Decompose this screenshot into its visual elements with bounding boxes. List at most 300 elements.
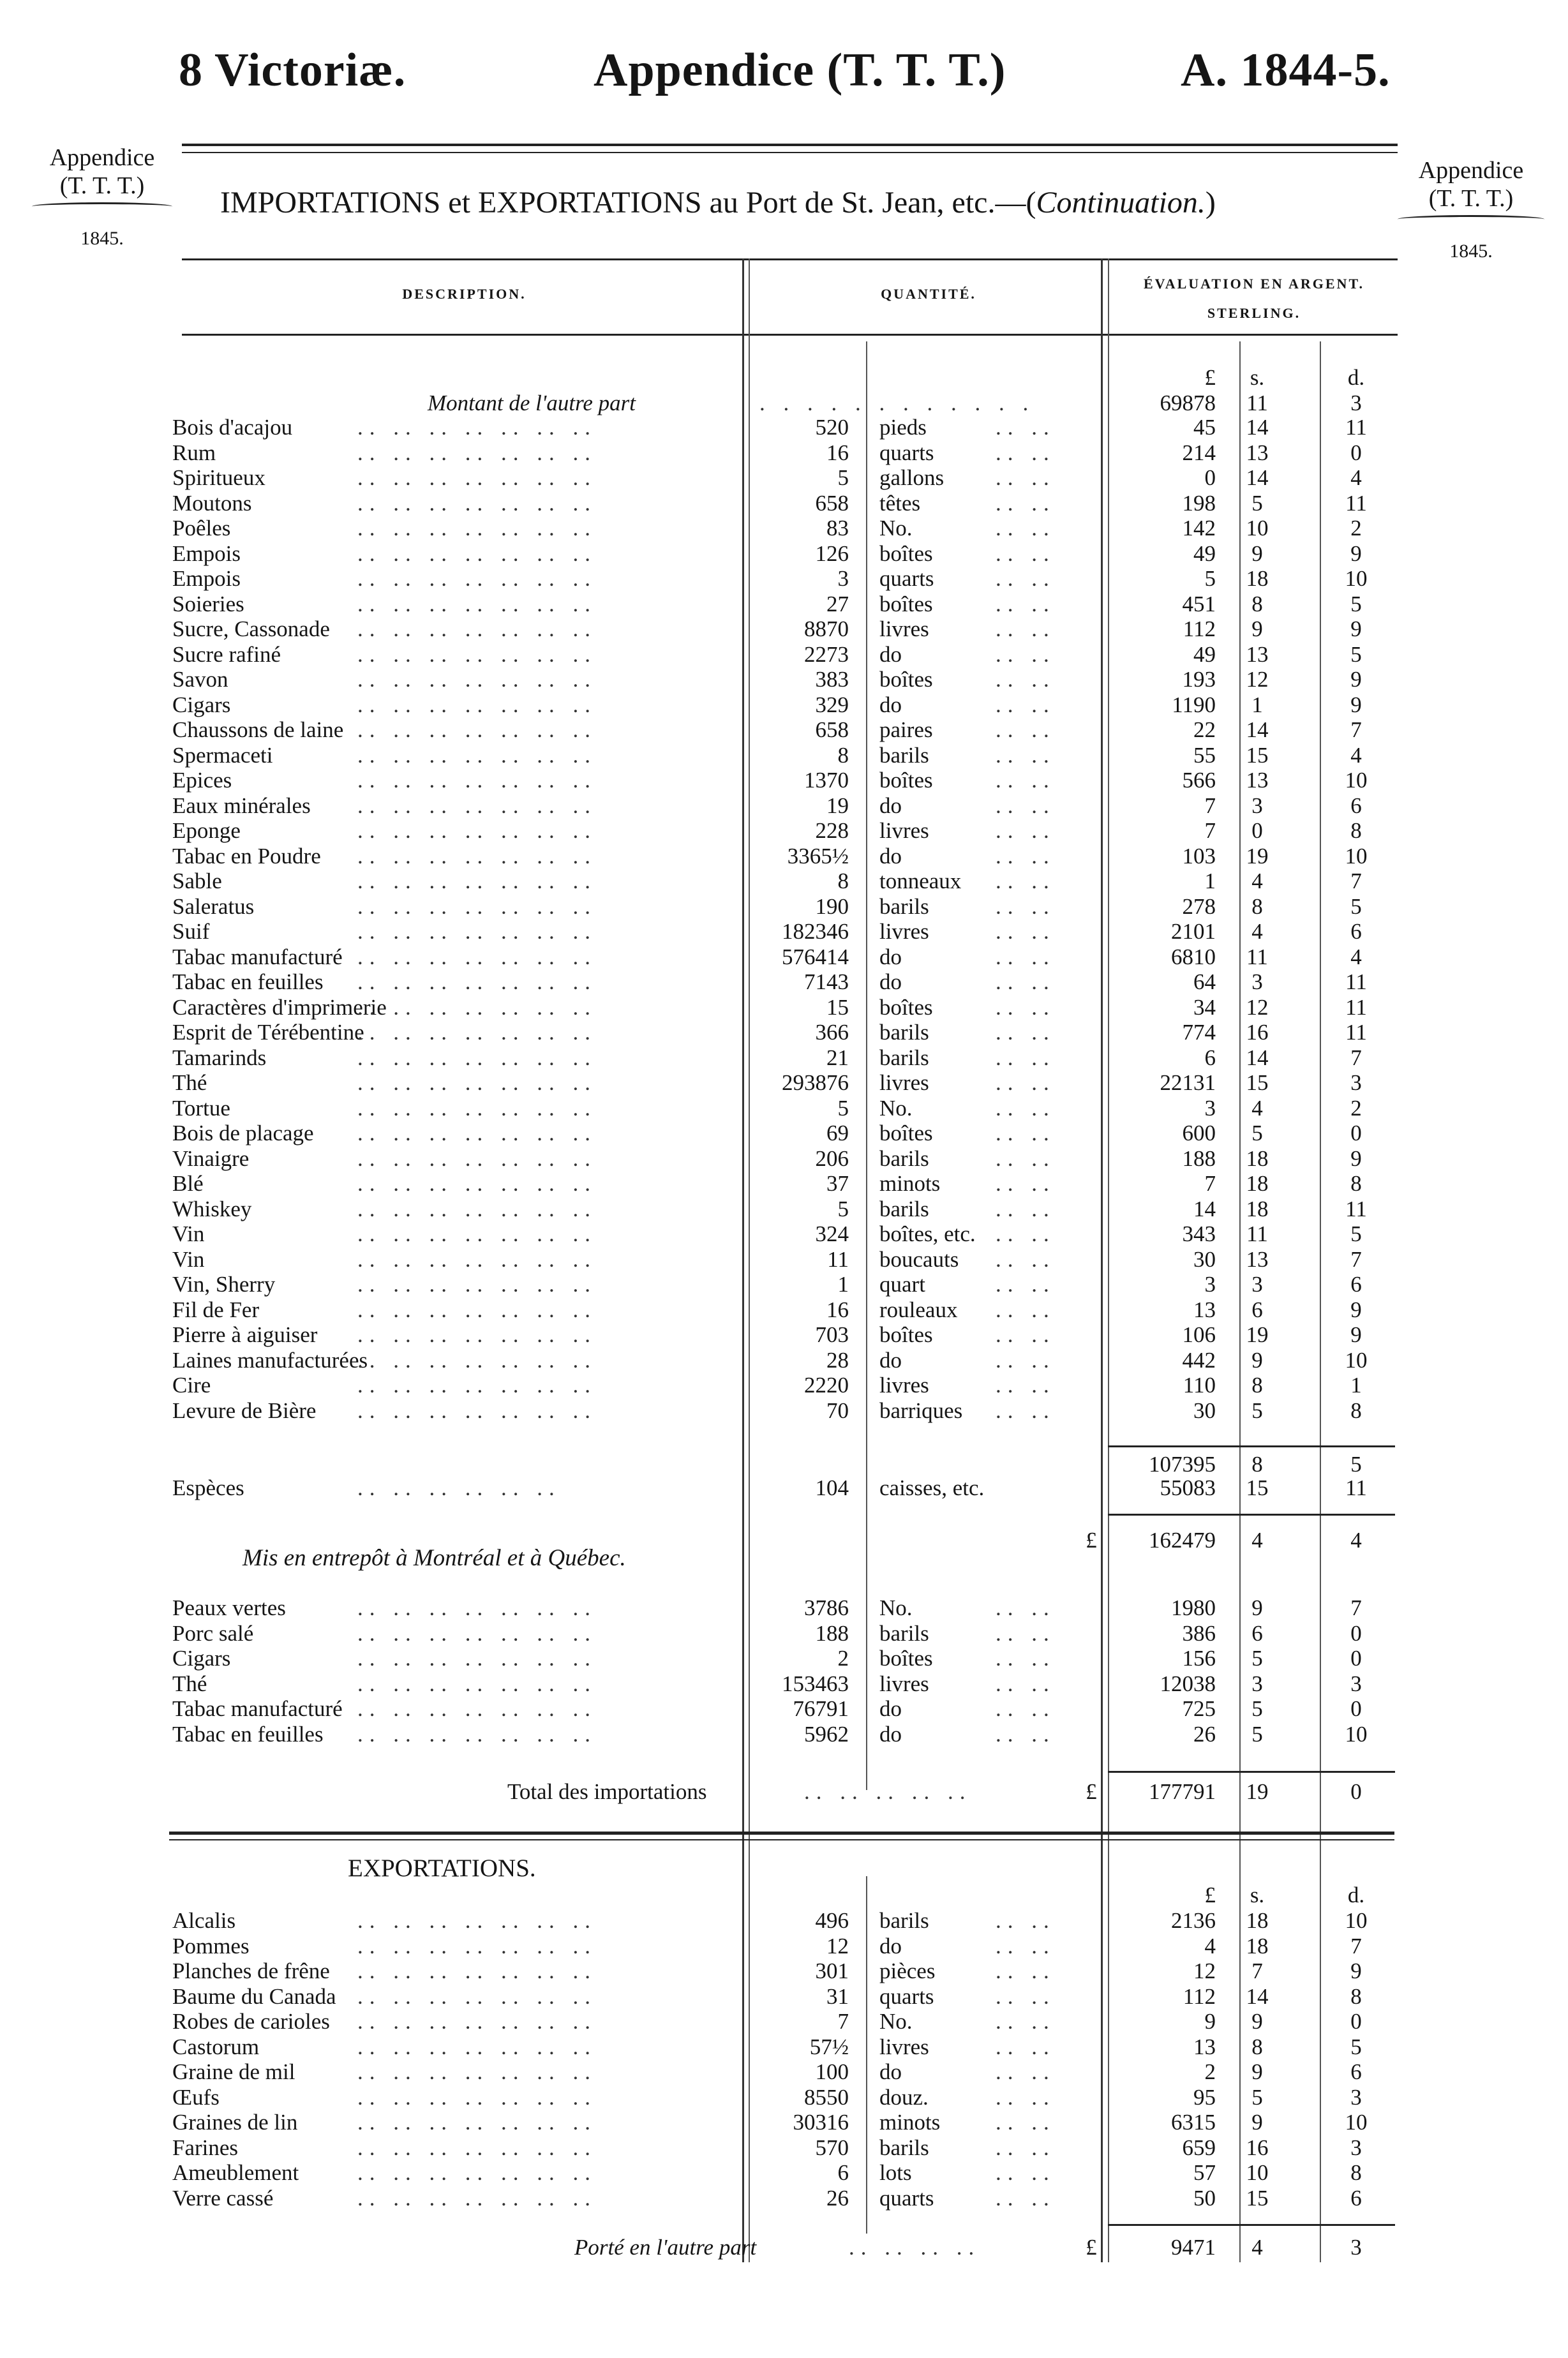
leader-dots: .. .. bbox=[996, 2034, 1056, 2059]
amount-shillings: 1 bbox=[1251, 692, 1263, 717]
amount-pounds: 214 bbox=[1182, 440, 1216, 465]
item-quantity: 8870 bbox=[804, 616, 849, 641]
amount-pounds: 50 bbox=[1193, 2185, 1216, 2211]
leader-dots: .. .. bbox=[996, 793, 1056, 818]
table-row bbox=[0, 1696, 1568, 1722]
item-name: Eponge bbox=[172, 818, 241, 843]
leader-dots: .. .. bbox=[996, 1347, 1056, 1373]
item-unit: boîtes bbox=[879, 591, 933, 616]
margin-year: 1845. bbox=[80, 228, 124, 249]
table-row bbox=[0, 1398, 1568, 1424]
amount-shillings: 9 bbox=[1251, 2110, 1263, 2135]
item-unit: minots bbox=[879, 1171, 941, 1196]
amount-shillings: 13 bbox=[1246, 440, 1269, 465]
leader-dots: .. .. bbox=[996, 994, 1056, 1020]
shilling-header: s. bbox=[1250, 365, 1265, 390]
amount-pounds: 0 bbox=[1204, 465, 1216, 490]
currency-header bbox=[0, 1883, 1568, 1908]
amount-pence: 6 bbox=[1350, 2185, 1362, 2211]
item-quantity: 206 bbox=[815, 1145, 849, 1171]
amount-shillings: 15 bbox=[1246, 1475, 1269, 1500]
amount-pence: 10 bbox=[1345, 566, 1368, 591]
item-quantity: 5 bbox=[837, 465, 849, 490]
amount-shillings: 16 bbox=[1246, 2135, 1269, 2160]
item-unit: livres bbox=[879, 919, 929, 944]
leader-dots: .. .. bbox=[996, 717, 1056, 742]
item-unit: boîtes, etc. bbox=[879, 1221, 976, 1246]
item-unit: do bbox=[879, 1696, 902, 1721]
item-name: Spermaceti bbox=[172, 742, 273, 768]
item-unit: boîtes bbox=[879, 541, 933, 566]
amount-shillings: 18 bbox=[1246, 1145, 1269, 1171]
amount-pence: 11 bbox=[1345, 969, 1367, 994]
item-unit: barriques bbox=[879, 1398, 963, 1423]
amount-pence: 6 bbox=[1350, 1272, 1362, 1297]
amount-pounds: 55083 bbox=[1160, 1475, 1216, 1500]
amount-shillings: 5 bbox=[1251, 1121, 1263, 1145]
item-unit: do bbox=[879, 641, 902, 667]
leader-dots: .. .. bbox=[996, 490, 1056, 516]
leader-dots: .. .. .. .. .. .. .. bbox=[357, 2185, 597, 2211]
table-row bbox=[0, 1197, 1568, 1222]
item-name: Thé bbox=[172, 1671, 207, 1696]
amount-pence: 0 bbox=[1350, 1121, 1362, 1145]
item-name: Cire bbox=[172, 1373, 211, 1398]
total-label: Total des importations bbox=[507, 1779, 707, 1804]
amount-shillings: 13 bbox=[1246, 768, 1269, 793]
item-unit: caisses, etc. bbox=[879, 1475, 985, 1500]
leader-dots: .. .. bbox=[996, 2084, 1056, 2110]
amount-pence: 8 bbox=[1350, 2160, 1362, 2185]
amount-pence: 3 bbox=[1350, 2235, 1362, 2260]
amount-shillings: 4 bbox=[1251, 919, 1263, 944]
table-row bbox=[0, 869, 1568, 894]
leader-dots: .. .. .. .. .. .. .. bbox=[357, 667, 597, 692]
leader-dots: .. .. .. .. .. .. .. bbox=[357, 1620, 597, 1646]
amount-pence: 0 bbox=[1350, 1696, 1362, 1721]
amount-pounds: 2136 bbox=[1171, 1908, 1216, 1933]
amount-shillings: 9 bbox=[1251, 1595, 1263, 1620]
amount-pence: 11 bbox=[1345, 1475, 1367, 1500]
margin-label: Appendice bbox=[1418, 157, 1524, 184]
leader-dots: .. .. .. .. .. .. .. bbox=[357, 1322, 597, 1347]
amount-shillings: 18 bbox=[1246, 1933, 1269, 1959]
amount-pence: 5 bbox=[1350, 641, 1362, 667]
top-rule-thin bbox=[182, 152, 1398, 153]
leader-dots: .. .. bbox=[996, 516, 1056, 541]
amount-pence: 7 bbox=[1350, 1045, 1362, 1070]
item-unit: pieds bbox=[879, 415, 927, 440]
item-unit: pièces bbox=[879, 1959, 936, 1983]
item-quantity: 8550 bbox=[804, 2084, 849, 2110]
table-row bbox=[0, 1221, 1568, 1247]
bonded-heading: Mis en entrepôt à Montréal et à Québec. bbox=[243, 1545, 626, 1571]
amount-pence: 3 bbox=[1350, 391, 1362, 415]
leader-dots: .. .. bbox=[996, 1297, 1056, 1322]
carried-out-rule bbox=[1108, 2224, 1395, 2226]
leader-dots: .. .. bbox=[996, 1145, 1056, 1171]
item-quantity: 30316 bbox=[793, 2110, 849, 2135]
amount-pence: 5 bbox=[1350, 1221, 1362, 1246]
leader-dots: .. .. .. .. .. .. .. bbox=[357, 2160, 597, 2185]
leader-dots: .. .. .. .. .. .. .. bbox=[357, 969, 597, 994]
table-row bbox=[0, 2186, 1568, 2211]
item-unit: boîtes bbox=[879, 1121, 933, 1145]
amount-pounds: 12038 bbox=[1160, 1671, 1216, 1696]
top-rule bbox=[182, 144, 1398, 146]
leader-dots: .. .. bbox=[996, 1246, 1056, 1272]
amount-pounds: 3 bbox=[1204, 1095, 1216, 1121]
amount-pence: 6 bbox=[1350, 919, 1362, 944]
leader-dots: .. .. .. .. .. .. .. bbox=[357, 994, 597, 1020]
currency-header bbox=[0, 365, 1568, 391]
column-header-valuation-2: STERLING. bbox=[1207, 305, 1301, 321]
amount-shillings: 8 bbox=[1251, 893, 1263, 919]
item-name: Tabac en feuilles bbox=[172, 1721, 324, 1747]
item-unit: douz. bbox=[879, 2084, 929, 2110]
leader-dots: .. .. .. .. .. .. .. bbox=[357, 869, 597, 893]
header-rule bbox=[182, 258, 1398, 260]
amount-pence: 10 bbox=[1345, 768, 1368, 793]
item-unit: quarts bbox=[879, 440, 934, 465]
amount-pounds: 343 bbox=[1182, 1221, 1216, 1246]
leader-dots: .. .. .. .. .. .. .. bbox=[357, 440, 597, 465]
leader-dots: .. .. .. .. .. .. .. bbox=[357, 2009, 597, 2034]
margin-note-left bbox=[32, 144, 172, 253]
leader-dots: .. .. .. .. .. .. .. bbox=[357, 742, 597, 768]
leader-dots: .. .. bbox=[996, 1373, 1056, 1398]
amount-shillings: 19 bbox=[1246, 843, 1269, 869]
item-unit: têtes bbox=[879, 490, 921, 516]
item-quantity: 153463 bbox=[782, 1671, 849, 1696]
subtotal-row bbox=[0, 1452, 1568, 1477]
amount-shillings: 9 bbox=[1251, 2009, 1263, 2034]
amount-pence: 10 bbox=[1345, 843, 1368, 869]
leader-dots: .. .. .. .. .. .. .. bbox=[357, 541, 597, 566]
table-row bbox=[0, 465, 1568, 491]
amount-pence: 10 bbox=[1345, 1347, 1368, 1373]
leader-dots: .. .. bbox=[996, 616, 1056, 641]
table-row bbox=[0, 1373, 1568, 1398]
amount-pounds: 6810 bbox=[1171, 944, 1216, 969]
item-name: Tabac en feuilles bbox=[172, 969, 324, 994]
amount-pence: 9 bbox=[1350, 692, 1362, 717]
leader-dots: .. .. bbox=[996, 667, 1056, 692]
item-name: Pommes bbox=[172, 1933, 250, 1959]
amount-pence: 6 bbox=[1350, 2059, 1362, 2084]
item-name: Eaux minérales bbox=[172, 793, 311, 818]
amount-pounds: 4 bbox=[1204, 1933, 1216, 1959]
amount-shillings: 18 bbox=[1246, 1196, 1269, 1221]
exports-heading: EXPORTATIONS. bbox=[348, 1854, 536, 1882]
amount-shillings: 7 bbox=[1251, 1959, 1263, 1983]
item-name: Epices bbox=[172, 768, 232, 793]
amount-pounds: 110 bbox=[1183, 1373, 1216, 1398]
item-unit: boîtes bbox=[879, 1322, 933, 1347]
item-name: Pierre à aiguiser bbox=[172, 1322, 318, 1347]
amount-pence: 5 bbox=[1350, 1452, 1362, 1477]
shilling-header: s. bbox=[1250, 1883, 1265, 1907]
flourish bbox=[1398, 215, 1544, 223]
item-quantity: 2273 bbox=[804, 641, 849, 667]
leader-dots: .. .. bbox=[996, 1398, 1056, 1423]
item-quantity: 70 bbox=[826, 1398, 849, 1423]
title-text: IMPORTATIONS et EXPORTATIONS au Port de St. Jean, etc.—( bbox=[220, 186, 1036, 220]
amount-shillings: 5 bbox=[1251, 1721, 1263, 1747]
leader-dots: .. .. bbox=[996, 742, 1056, 768]
item-name: Vin bbox=[172, 1221, 205, 1246]
table-row bbox=[0, 2034, 1568, 2060]
header-appendix: Appendice (T. T. T.) bbox=[594, 44, 1006, 96]
leader-dots: .. .. .. .. .. .. .. bbox=[357, 1145, 597, 1171]
table-row bbox=[0, 793, 1568, 819]
item-quantity: 16 bbox=[826, 440, 849, 465]
table-row bbox=[0, 1045, 1568, 1071]
table-row bbox=[0, 1621, 1568, 1646]
item-unit: tonneaux bbox=[879, 869, 962, 893]
item-name: Tabac manufacturé bbox=[172, 944, 343, 969]
item-quantity: 126 bbox=[815, 541, 849, 566]
amount-pounds: 1190 bbox=[1172, 692, 1216, 717]
item-quantity: 190 bbox=[815, 893, 849, 919]
item-name: Vin, Sherry bbox=[172, 1272, 276, 1297]
amount-pence: 9 bbox=[1350, 616, 1362, 641]
amount-pence: 8 bbox=[1350, 1983, 1362, 2009]
table-row bbox=[0, 1959, 1568, 1984]
amount-shillings: 8 bbox=[1251, 1373, 1263, 1398]
item-quantity: 37 bbox=[826, 1171, 849, 1196]
amount-shillings: 8 bbox=[1251, 2034, 1263, 2059]
leader-dots: .. .. .. .. .. .. .. bbox=[357, 465, 597, 490]
item-quantity: 31 bbox=[826, 1983, 849, 2009]
column-header-description: DESCRIPTION. bbox=[402, 286, 526, 302]
section-rule bbox=[169, 1832, 1394, 1835]
amount-pounds: 6315 bbox=[1171, 2110, 1216, 2135]
item-unit: paires bbox=[879, 717, 933, 742]
leader-dots: .. .. .. .. .. .. .. bbox=[357, 1671, 597, 1696]
table-row bbox=[0, 1908, 1568, 1934]
item-quantity: 7143 bbox=[804, 969, 849, 994]
item-name: Tortue bbox=[172, 1095, 230, 1121]
item-quantity: 383 bbox=[815, 667, 849, 692]
leader-dots: .. .. .. .. .. .. .. bbox=[357, 1696, 597, 1721]
table-row bbox=[0, 1297, 1568, 1323]
leader-dots: .. .. bbox=[996, 2160, 1056, 2185]
leader-dots: .. .. .. .. .. .. .. bbox=[357, 1983, 597, 2009]
item-unit: do bbox=[879, 692, 902, 717]
flourish bbox=[32, 202, 172, 211]
leader-dots: .. .. .. .. .. .. .. bbox=[357, 692, 597, 717]
leader-dots: .. .. .. .. .. .. .. bbox=[357, 1347, 597, 1373]
item-quantity: 329 bbox=[815, 692, 849, 717]
leader-dots: .. .. bbox=[996, 969, 1056, 994]
item-name: Robes de carioles bbox=[172, 2009, 330, 2034]
amount-shillings: 12 bbox=[1246, 994, 1269, 1020]
amount-shillings: 5 bbox=[1251, 1696, 1263, 1721]
item-quantity: 576414 bbox=[782, 944, 849, 969]
leader-dots: .. .. .. .. .. .. .. bbox=[357, 591, 597, 616]
item-unit: boîtes bbox=[879, 667, 933, 692]
amount-shillings: 3 bbox=[1251, 793, 1263, 818]
leader-dots: .. .. bbox=[996, 2059, 1056, 2084]
table-row bbox=[0, 969, 1568, 995]
amount-shillings: 9 bbox=[1251, 541, 1263, 566]
pound-sign: £ bbox=[1086, 1528, 1097, 1553]
item-name: Sucre, Cassonade bbox=[172, 616, 330, 641]
amount-shillings: 5 bbox=[1251, 1398, 1263, 1423]
title-italic: Continuation. bbox=[1036, 186, 1206, 220]
item-quantity: 324 bbox=[815, 1221, 849, 1246]
leader-dots: .. .. bbox=[996, 1272, 1056, 1297]
amount-pence: 9 bbox=[1350, 541, 1362, 566]
leader-dots: .. .. bbox=[996, 1646, 1056, 1671]
item-name: Verre cassé bbox=[172, 2185, 274, 2211]
amount-pounds: 57 bbox=[1193, 2160, 1216, 2185]
amount-pounds: 34 bbox=[1193, 994, 1216, 1020]
leader-dots: .. .. bbox=[996, 1721, 1056, 1747]
item-name: Laines manufacturées bbox=[172, 1347, 368, 1373]
amount-pounds: 566 bbox=[1182, 768, 1216, 793]
margin-label: Appendice bbox=[49, 144, 155, 171]
leader-dots: .. .. bbox=[996, 1045, 1056, 1070]
item-quantity: 104 bbox=[815, 1475, 849, 1500]
item-name: Levure de Bière bbox=[172, 1398, 317, 1423]
amount-pence: 11 bbox=[1345, 1020, 1367, 1045]
especes-row bbox=[0, 1475, 1568, 1501]
item-quantity: 3365½ bbox=[787, 843, 849, 869]
amount-pounds: 22 bbox=[1193, 717, 1216, 742]
item-quantity: 5962 bbox=[804, 1721, 849, 1747]
amount-pence: 11 bbox=[1345, 415, 1367, 440]
amount-shillings: 10 bbox=[1246, 2160, 1269, 2185]
item-quantity: 228 bbox=[815, 818, 849, 843]
leader-dots: .. .. .. .. .. .. .. bbox=[357, 893, 597, 919]
item-name: Vinaigre bbox=[172, 1145, 250, 1171]
amount-pence: 3 bbox=[1350, 1671, 1362, 1696]
amount-pounds: 13 bbox=[1193, 2034, 1216, 2059]
column-header-quantity: QUANTITÉ. bbox=[881, 286, 976, 302]
amount-pounds: 14 bbox=[1193, 1196, 1216, 1221]
amount-pence: 5 bbox=[1350, 591, 1362, 616]
amount-pounds: 3 bbox=[1204, 1272, 1216, 1297]
table-row bbox=[0, 2160, 1568, 2186]
amount-shillings: 8 bbox=[1251, 1452, 1263, 1477]
amount-pence: 7 bbox=[1350, 1595, 1362, 1620]
item-unit: do bbox=[879, 843, 902, 869]
amount-pounds: 95 bbox=[1193, 2084, 1216, 2110]
amount-shillings: 11 bbox=[1246, 391, 1268, 415]
item-name: Saleratus bbox=[172, 893, 255, 919]
table-row bbox=[0, 1272, 1568, 1297]
carried-in-label: Montant de l'autre part bbox=[428, 391, 636, 415]
leader-dots: .. .. bbox=[996, 566, 1056, 591]
amount-pounds: 177791 bbox=[1149, 1779, 1216, 1804]
subtotal-rule bbox=[1108, 1514, 1395, 1516]
leader-dots: . . . . . . . . . . . . bbox=[759, 391, 1035, 415]
amount-pounds: 386 bbox=[1182, 1620, 1216, 1646]
item-unit: quarts bbox=[879, 566, 934, 591]
amount-pence: 11 bbox=[1345, 1196, 1367, 1221]
amount-shillings: 11 bbox=[1246, 944, 1268, 969]
amount-pounds: 774 bbox=[1182, 1020, 1216, 1045]
table-row bbox=[0, 491, 1568, 516]
margin-note-right bbox=[1398, 156, 1544, 265]
amount-shillings: 5 bbox=[1251, 490, 1263, 516]
amount-pence: 3 bbox=[1350, 2135, 1362, 2160]
item-unit: barils bbox=[879, 1145, 929, 1171]
item-quantity: 5 bbox=[837, 1196, 849, 1221]
amount-pounds: 7 bbox=[1204, 793, 1216, 818]
amount-pounds: 2101 bbox=[1171, 919, 1216, 944]
amount-pence: 2 bbox=[1350, 516, 1362, 541]
item-quantity: 301 bbox=[815, 1959, 849, 1983]
amount-shillings: 14 bbox=[1246, 1045, 1269, 1070]
amount-pence: 10 bbox=[1345, 2110, 1368, 2135]
leader-dots: .. .. bbox=[996, 2110, 1056, 2135]
leader-dots: .. .. .. .. .. .. .. bbox=[357, 616, 597, 641]
leader-dots: .. .. bbox=[996, 591, 1056, 616]
item-unit: No. bbox=[879, 2009, 913, 2034]
item-quantity: 5 bbox=[837, 1095, 849, 1121]
item-quantity: 293876 bbox=[782, 1070, 849, 1095]
amount-shillings: 3 bbox=[1251, 1272, 1263, 1297]
item-unit: do bbox=[879, 1347, 902, 1373]
amount-pounds: 30 bbox=[1193, 1246, 1216, 1272]
table-row bbox=[0, 1348, 1568, 1373]
amount-pounds: 7 bbox=[1204, 1171, 1216, 1196]
table-row bbox=[0, 566, 1568, 592]
leader-dots: .. .. .. .. .. .. .. bbox=[357, 1070, 597, 1095]
leader-dots: .. .. .. .. .. .. .. bbox=[357, 1095, 597, 1121]
amount-pence: 11 bbox=[1345, 490, 1367, 516]
amount-shillings: 12 bbox=[1246, 667, 1269, 692]
pence-header: d. bbox=[1347, 1883, 1365, 1907]
amount-pence: 8 bbox=[1350, 818, 1362, 843]
leader-dots: .. .. .. .. .. .. .. bbox=[357, 415, 597, 440]
item-name: Chaussons de laine bbox=[172, 717, 344, 742]
leader-dots: .. .. .. .. .. .. .. bbox=[357, 2034, 597, 2059]
leader-dots: .. .. bbox=[996, 1221, 1056, 1246]
amount-pounds: 107395 bbox=[1149, 1452, 1216, 1477]
amount-pence: 4 bbox=[1350, 944, 1362, 969]
amount-pence: 9 bbox=[1350, 667, 1362, 692]
amount-shillings: 14 bbox=[1246, 415, 1269, 440]
margin-code: (T. T. T.) bbox=[59, 172, 145, 199]
leader-dots: .. .. .. .. .. .. .. bbox=[357, 1933, 597, 1959]
amount-pounds: 103 bbox=[1182, 843, 1216, 869]
leader-dots: .. .. bbox=[996, 2185, 1056, 2211]
carried-in-row bbox=[0, 391, 1568, 416]
leader-dots: .. .. .. .. .. .. .. bbox=[357, 1121, 597, 1145]
table-title bbox=[220, 185, 1375, 220]
item-name: Sable bbox=[172, 869, 222, 893]
carried-out-row bbox=[0, 2235, 1568, 2260]
item-unit: livres bbox=[879, 2034, 929, 2059]
table-row bbox=[0, 1322, 1568, 1348]
item-name: Tamarinds bbox=[172, 1045, 267, 1070]
leader-dots: .. .. bbox=[996, 1020, 1056, 1045]
amount-pounds: 49 bbox=[1193, 541, 1216, 566]
leader-dots: .. .. .. .. .. .. .. bbox=[357, 490, 597, 516]
amount-shillings: 18 bbox=[1246, 1908, 1269, 1933]
leader-dots: .. .. bbox=[996, 1983, 1056, 2009]
item-quantity: 570 bbox=[815, 2135, 849, 2160]
leader-dots: .. .. .. .. .. .. .. bbox=[357, 566, 597, 591]
amount-pounds: 142 bbox=[1182, 516, 1216, 541]
item-quantity: 83 bbox=[826, 516, 849, 541]
leader-dots: .. .. .. .. .. .. .. bbox=[357, 2084, 597, 2110]
item-unit: barils bbox=[879, 1045, 929, 1070]
